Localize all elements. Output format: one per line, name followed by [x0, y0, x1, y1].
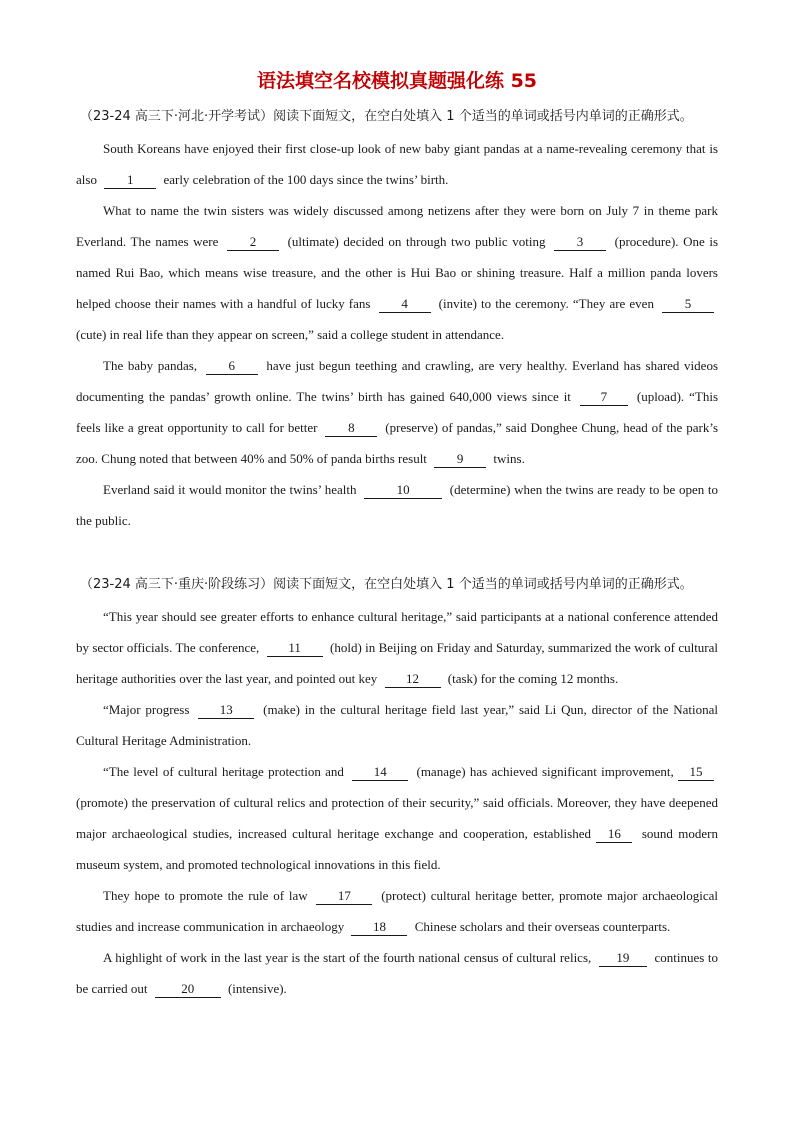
passage-text: “This year should see greater efforts to enhance cultural heritage,” said participants at a national conference attended by sector officials. The conference,	[76, 609, 718, 655]
answer-blank-17[interactable]: 17	[316, 888, 372, 905]
passage-text: Everland said it would monitor the twins’ health	[103, 482, 357, 497]
answer-blank-14[interactable]: 14	[352, 764, 408, 781]
passage-text: They hope to promote the rule of law	[103, 888, 308, 903]
section-2-instruction: （23-24 高三下·重庆·阶段练习）阅读下面短文，在空白处填入 1 个适当的单词或括号内单词的正确形式。	[80, 577, 693, 592]
passage-text: The baby pandas,	[103, 358, 198, 373]
passage-text: early celebration of the 100 days since the twins’ birth.	[163, 172, 449, 187]
paragraph	[76, 601, 718, 694]
passage-text: (intensive).	[227, 981, 287, 996]
passage-text: What to name the twin sisters was widely discussed among netizens after they were born on July 7 in theme park Everland. The names were	[76, 203, 718, 249]
paragraph	[76, 133, 718, 195]
answer-blank-1[interactable]: 1	[104, 172, 156, 189]
passage-text: twins.	[493, 451, 525, 466]
answer-blank-7[interactable]: 7	[580, 389, 628, 406]
answer-blank-20[interactable]: 20	[155, 981, 221, 998]
page-title: 语法填空名校模拟真题强化练 55	[256, 70, 538, 92]
passage-text: (determine) when the twins are ready to be open to the public.	[76, 482, 718, 528]
answer-blank-19[interactable]: 19	[599, 950, 647, 967]
passage-text: “Major progress	[103, 702, 190, 717]
answer-blank-10[interactable]: 10	[364, 482, 442, 499]
section-1-instruction: （23-24 高三下·河北·开学考试）阅读下面短文，在空白处填入 1 个适当的单词或括号内单词的正确形式。	[80, 109, 693, 124]
passage-text: A highlight of work in the last year is the start of the fourth national census of cultural relics,	[103, 950, 592, 965]
answer-blank-2[interactable]: 2	[227, 234, 279, 251]
answer-blank-11[interactable]: 11	[267, 640, 323, 657]
paragraph	[76, 195, 718, 350]
paragraph	[76, 942, 718, 1004]
passage-text: (hold) in Beijing on Friday and Saturday, summarized the work of cultural heritage authorities over the last year, and pointed out key	[76, 640, 719, 686]
paragraph	[76, 474, 718, 536]
section-2-passage	[76, 601, 718, 1004]
passage-text: (procedure). One is named Rui Bao, which means wise treasure, and the other is Hui Bao or shining treasure. Half a million panda lovers helped choose their names with a handful of lucky fans	[76, 234, 719, 311]
passage-text: Chinese scholars and their overseas counterparts.	[414, 919, 671, 934]
passage-text: “The level of cultural heritage protection and	[103, 764, 344, 779]
answer-blank-13[interactable]: 13	[198, 702, 254, 719]
passage-text: (upload). “This feels like a great opportunity to call for better	[76, 389, 718, 435]
answer-blank-4[interactable]: 4	[379, 296, 431, 313]
answer-blank-18[interactable]: 18	[351, 919, 407, 936]
passage-text: (make) in the cultural heritage field last year,” said Li Qun, director of the National Cultural Heritage Administration.	[76, 702, 719, 748]
passage-text: (promote) the preservation of cultural relics and protection of their security,” said officials. Moreover, they have deepened major archaeological studies, increased cultural heritage exchange and cooperation, established	[76, 795, 718, 841]
paragraph	[76, 350, 718, 474]
answer-blank-12[interactable]: 12	[385, 671, 441, 688]
section-1-passage	[76, 133, 718, 536]
answer-blank-3[interactable]: 3	[554, 234, 606, 251]
answer-blank-6[interactable]: 6	[206, 358, 258, 375]
passage-text: (cute) in real life than they appear on screen,” said a college student in attendance.	[76, 327, 505, 342]
passage-text: (preserve) of pandas,” said Donghee Chung, head of the park’s zoo. Chung noted that between 40% and 50% of panda births result	[76, 420, 719, 466]
answer-blank-8[interactable]: 8	[325, 420, 377, 437]
answer-blank-5[interactable]: 5	[662, 296, 714, 313]
answer-blank-9[interactable]: 9	[434, 451, 486, 468]
passage-text: (manage) has achieved significant improvement,	[416, 764, 674, 779]
passage-text: (invite) to the ceremony. “They are even	[438, 296, 654, 311]
answer-blank-16[interactable]: 16	[596, 826, 632, 843]
passage-text: sound modern museum system, and promoted technological innovations in this field.	[76, 826, 718, 872]
passage-text: continues to be carried out	[76, 950, 719, 996]
passage-text: South Koreans have enjoyed their first close-up look of new baby giant pandas at a name-revealing ceremony that is also	[76, 141, 718, 187]
passage-text: have just begun teething and crawling, are very healthy. Everland has shared videos documenting the pandas’ growth online. The twins’ birth has gained 640,000 views since it	[76, 358, 718, 404]
passage-text: (ultimate) decided on through two public voting	[287, 234, 546, 249]
paragraph	[76, 756, 718, 880]
paragraph	[76, 880, 718, 942]
paragraph	[76, 694, 718, 756]
passage-text: (protect) cultural heritage better, promote major archaeological studies and increase communication in archaeology	[76, 888, 719, 934]
passage-text: (task) for the coming 12 months.	[447, 671, 619, 686]
answer-blank-15[interactable]: 15	[678, 764, 714, 781]
